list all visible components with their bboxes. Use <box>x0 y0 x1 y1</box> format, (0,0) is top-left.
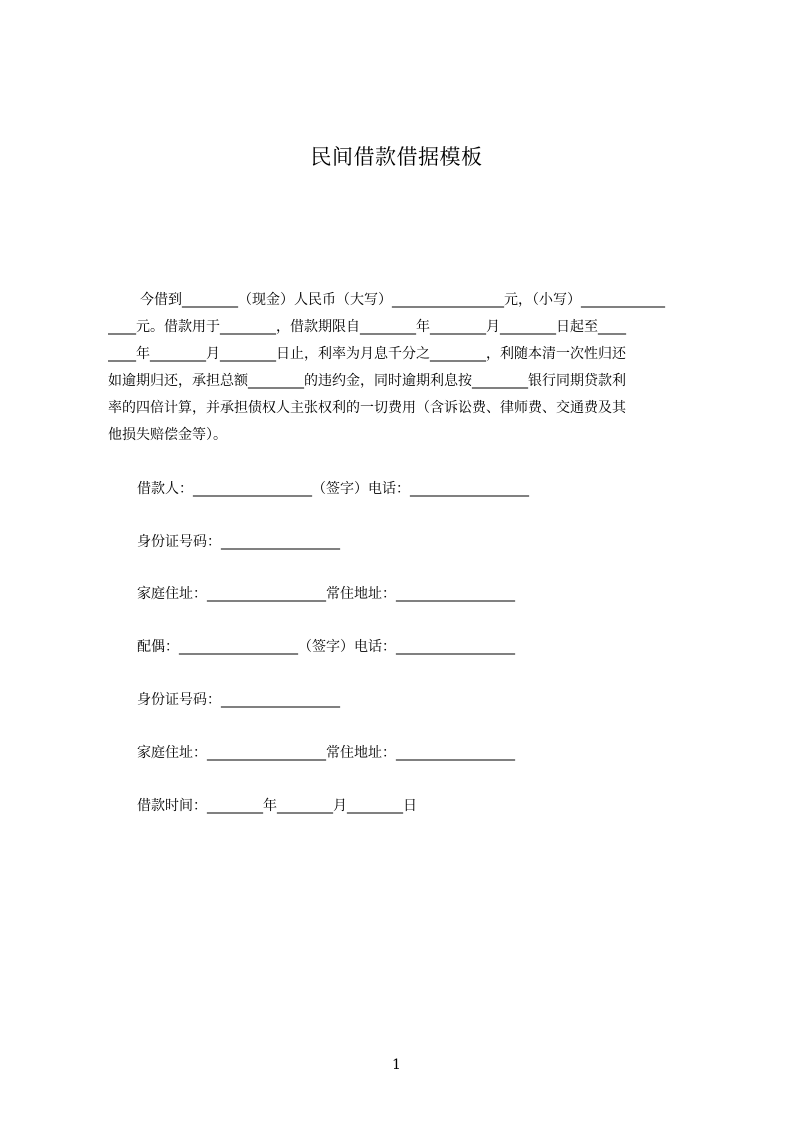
body-paragraph-line-3: ____年________月________日止，利率为月息千分之________，利随本清一次性归还 <box>108 346 626 362</box>
body-paragraph-line-4: 如逾期归还，承担总额________的违约金，同时逾期利息按________银行同期贷款利 <box>108 373 626 389</box>
spouse-field: 配偶：_________________（签字）电话：_________________ <box>137 639 515 655</box>
body-paragraph-line-1: 今借到________（现金）人民币（大写）________________元，（小写）____________ <box>140 292 665 308</box>
spouse-address-field: 家庭住址：_________________常住地址：_________________ <box>137 745 515 761</box>
document-title: 民间借款借据模板 <box>310 145 483 169</box>
page-number: 1 <box>392 1057 401 1073</box>
borrower-address-field: 家庭住址：_________________常住地址：_________________ <box>137 586 515 602</box>
body-paragraph-line-5: 率的四倍计算，并承担债权人主张权利的一切费用（含诉讼费、律师费、交通费及其 <box>108 400 626 416</box>
spouse-id-field: 身份证号码：_________________ <box>137 692 340 708</box>
borrower-field: 借款人：_________________（签字）电话：_________________ <box>137 481 529 497</box>
body-paragraph-line-6: 他损失赔偿金等）。 <box>108 427 227 443</box>
body-paragraph-line-2: ____元。借款用于________，借款期限自________年________月________日起至____ <box>108 319 626 335</box>
loan-date-field: 借款时间：________年________月________日 <box>137 798 417 814</box>
borrower-id-field: 身份证号码：_________________ <box>137 534 340 550</box>
